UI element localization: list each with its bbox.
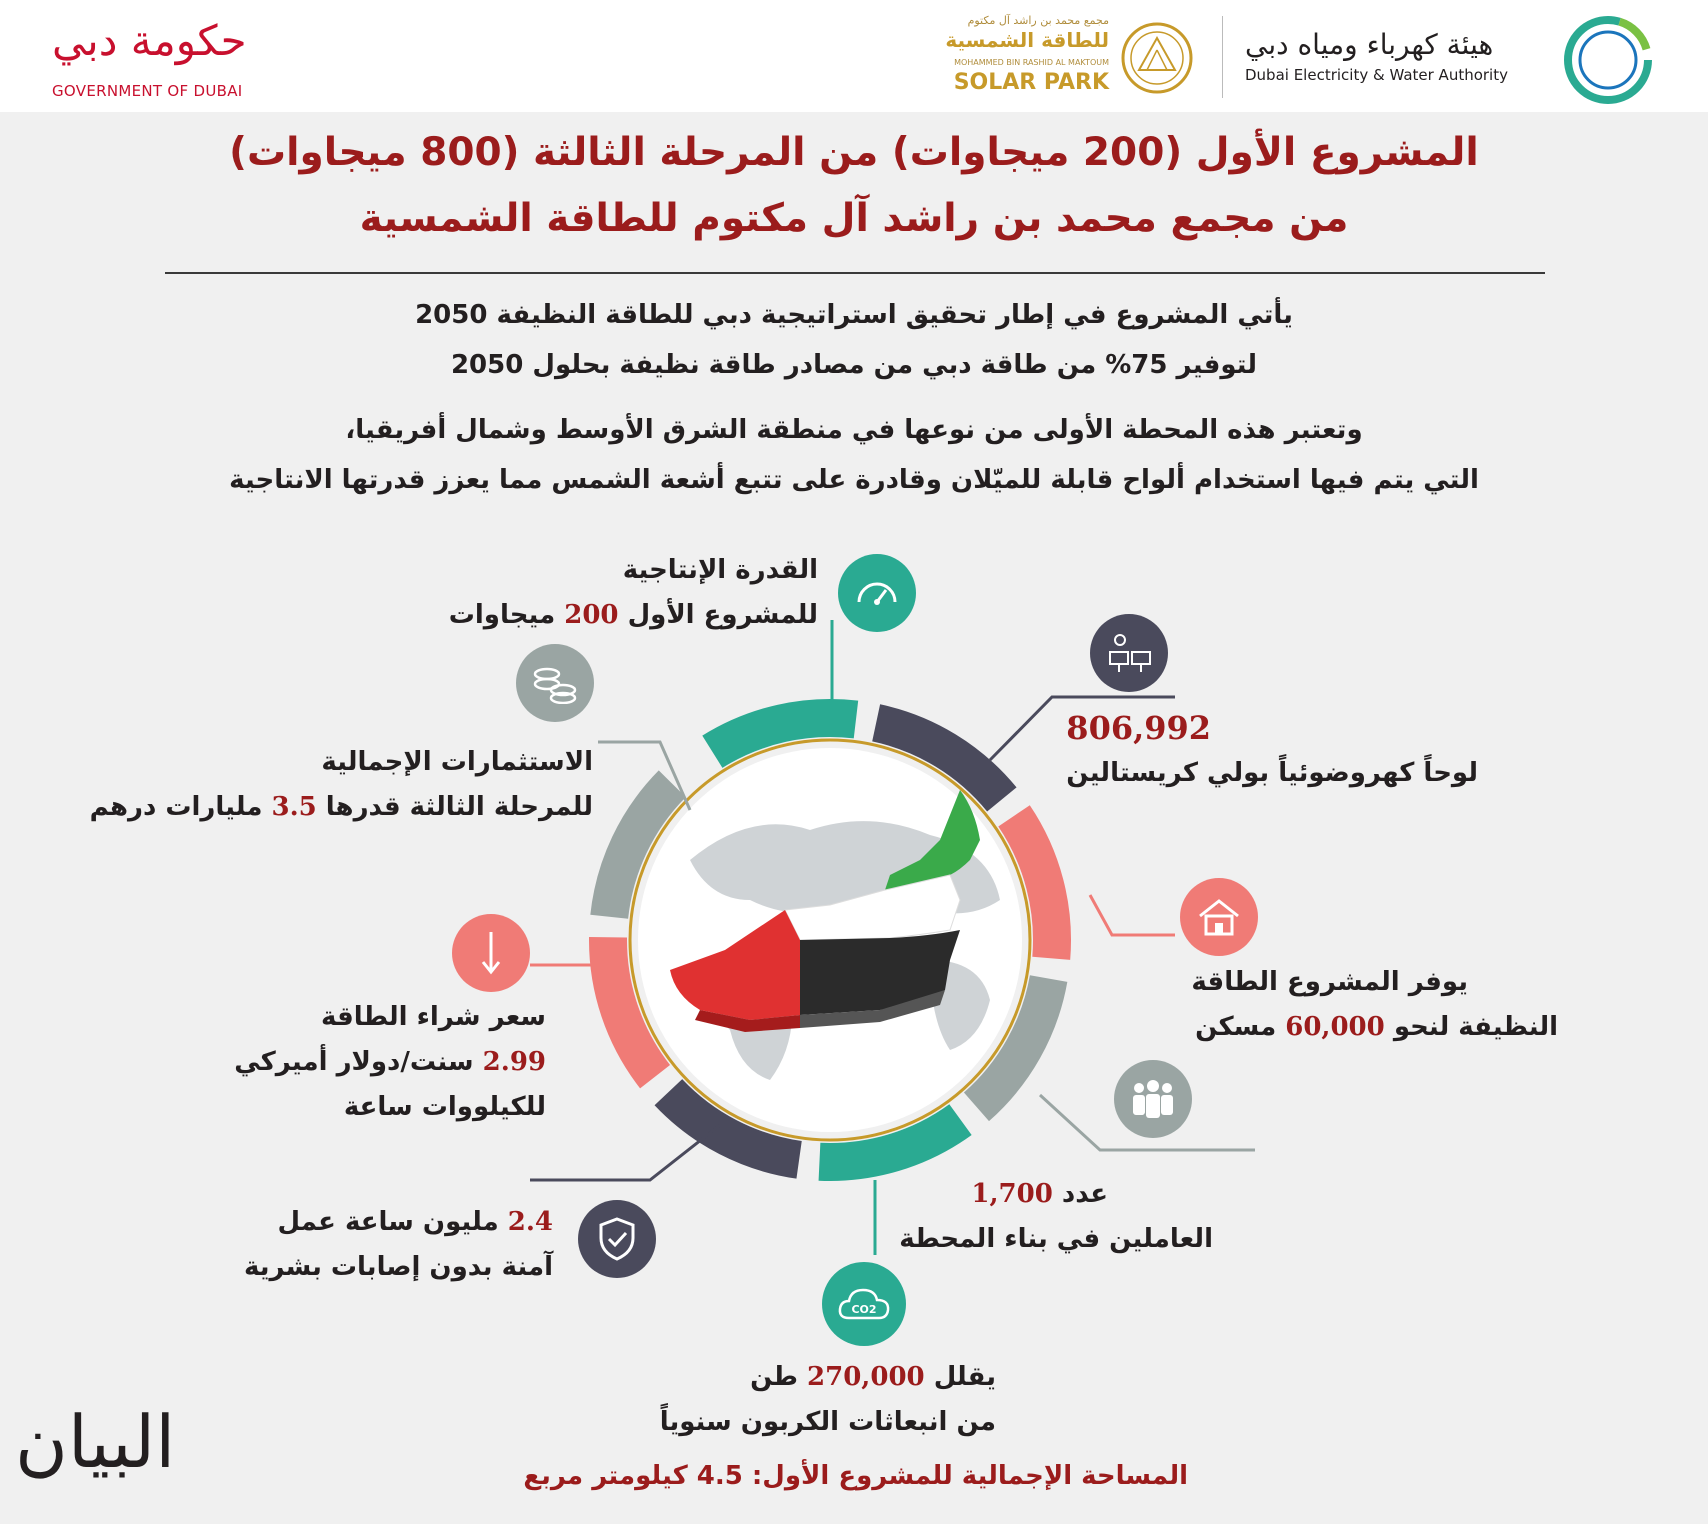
investment-value-line [90,785,593,830]
solar-park-subtitle-ar: مجمع محمد بن راشد آل مكتوم [967,14,1109,27]
homes-badge [1180,878,1258,956]
workers-badge [1114,1060,1192,1138]
panels-description: لوحاً كهروضوئياً بولي كريستالين [1066,758,1478,788]
safety-stat [244,1200,553,1290]
government-of-dubai-label: GOVERNMENT OF DUBAI [52,82,243,100]
intro-line-2: لتوفير 75% من طاقة دبي من مصادر طاقة نظيفة بحلول 2050 [450,350,1258,380]
capacity-pre: للمشروع الأول [627,600,818,630]
workers-stat [899,1172,1213,1262]
capacity-value-line [449,593,818,638]
intro-line-4: التي يتم فيها استخدام ألواح قابلة للميّلان وقادرة على تتبع أشعة الشمس مما يعزز قدرتها الانتاجية [229,465,1479,495]
price-unit: سنت/دولار أميركي [234,1047,474,1077]
homes-pre: النظيفة لنحو [1393,1012,1558,1042]
safety-number: 2.4 [507,1207,553,1237]
homes-value-line [1191,1005,1558,1050]
house-icon [1194,896,1244,938]
carbon-number: 270,000 [807,1362,925,1392]
al-bayan-logo: البيان [15,1400,176,1484]
investment-unit: مليارات درهم [89,792,263,822]
carbon-stat [660,1355,996,1445]
panels-number: 806,992 [1066,709,1212,747]
price-value-line [234,1040,546,1085]
capacity-title: القدرة الإنتاجية [622,555,818,585]
title-line-1: المشروع الأول (200 ميجاوات) من المرحلة الثالثة (800 ميجاوات) [229,130,1479,175]
capacity-stat [449,548,818,638]
capacity-number: 200 [564,600,619,630]
homes-title: يوفر المشروع الطاقة [1191,967,1468,997]
investment-stat [90,740,593,830]
solar-park-title-ar: للطاقة الشمسية [945,28,1109,52]
capacity-gauge-badge [838,554,916,632]
investment-coins-badge [516,644,594,722]
carbon-unit: طن [750,1362,798,1392]
down-arrow-icon [476,928,506,978]
price-per-unit: للكيلووات ساعة [343,1092,546,1122]
government-of-dubai-logo: حكومة دبي [52,16,247,65]
title-line-2: من مجمع محمد بن راشد آل مكتوم للطاقة الشمسية [359,196,1349,241]
homes-number: 60,000 [1285,1012,1385,1042]
safety-unit: مليون ساعة عمل [277,1207,499,1237]
gauge-icon [854,570,900,616]
solar-park-subtitle-en: MOHAMMED BIN RASHID AL MAKTOUM [954,58,1109,67]
coins-icon [531,662,579,704]
investment-title: الاستثمارات الإجمالية [321,747,593,777]
panels-stat [1066,706,1478,796]
dewa-name-ar: هيئة كهرباء ومياه دبي [1245,28,1494,61]
carbon-value-line [660,1355,996,1400]
people-icon [1126,1078,1180,1120]
homes-stat [1191,960,1558,1050]
price-title: سعر شراء الطاقة [320,1002,546,1032]
carbon-pre: يقلل [933,1362,996,1392]
co2-cloud-icon [837,1284,891,1324]
solar-park-title-en: SOLAR PARK [953,70,1109,95]
safety-description: آمنة بدون إصابات بشرية [243,1252,553,1282]
workers-number: 1,700 [971,1179,1053,1209]
investment-number: 3.5 [271,792,317,822]
intro-line-3: وتعتبر هذه المحطة الأولى من نوعها في منطقة الشرق الأوسط وشمال أفريقيا، [345,415,1363,445]
safety-value-line [244,1200,553,1245]
solar-panel-icon [1104,630,1154,676]
intro-line-1: يأتي المشروع في إطار تحقيق استراتيجية دبي للطاقة النظيفة 2050 [415,300,1293,330]
shield-check-icon [597,1216,637,1262]
safety-badge [578,1200,656,1278]
price-stat [234,995,546,1130]
price-number: 2.99 [482,1047,546,1077]
investment-pre: للمرحلة الثالثة قدرها [325,792,593,822]
dewa-name-en: Dubai Electricity & Water Authority [1245,66,1508,84]
price-badge [452,914,530,992]
homes-unit: مسكن [1195,1012,1277,1042]
workers-description: العاملين في بناء المحطة [899,1224,1213,1254]
co2-label: CO2 [851,1303,877,1316]
area-stat: المساحة الإجمالية للمشروع الأول: 4.5 كيلومتر مربع [523,1461,1188,1491]
panels-badge [1090,614,1168,692]
carbon-badge [822,1262,906,1346]
workers-label: عدد [1061,1179,1108,1209]
capacity-unit: ميجاوات [448,600,556,630]
workers-value-line [899,1172,1213,1217]
carbon-description: من انبعاثات الكربون سنوياً [659,1407,996,1437]
